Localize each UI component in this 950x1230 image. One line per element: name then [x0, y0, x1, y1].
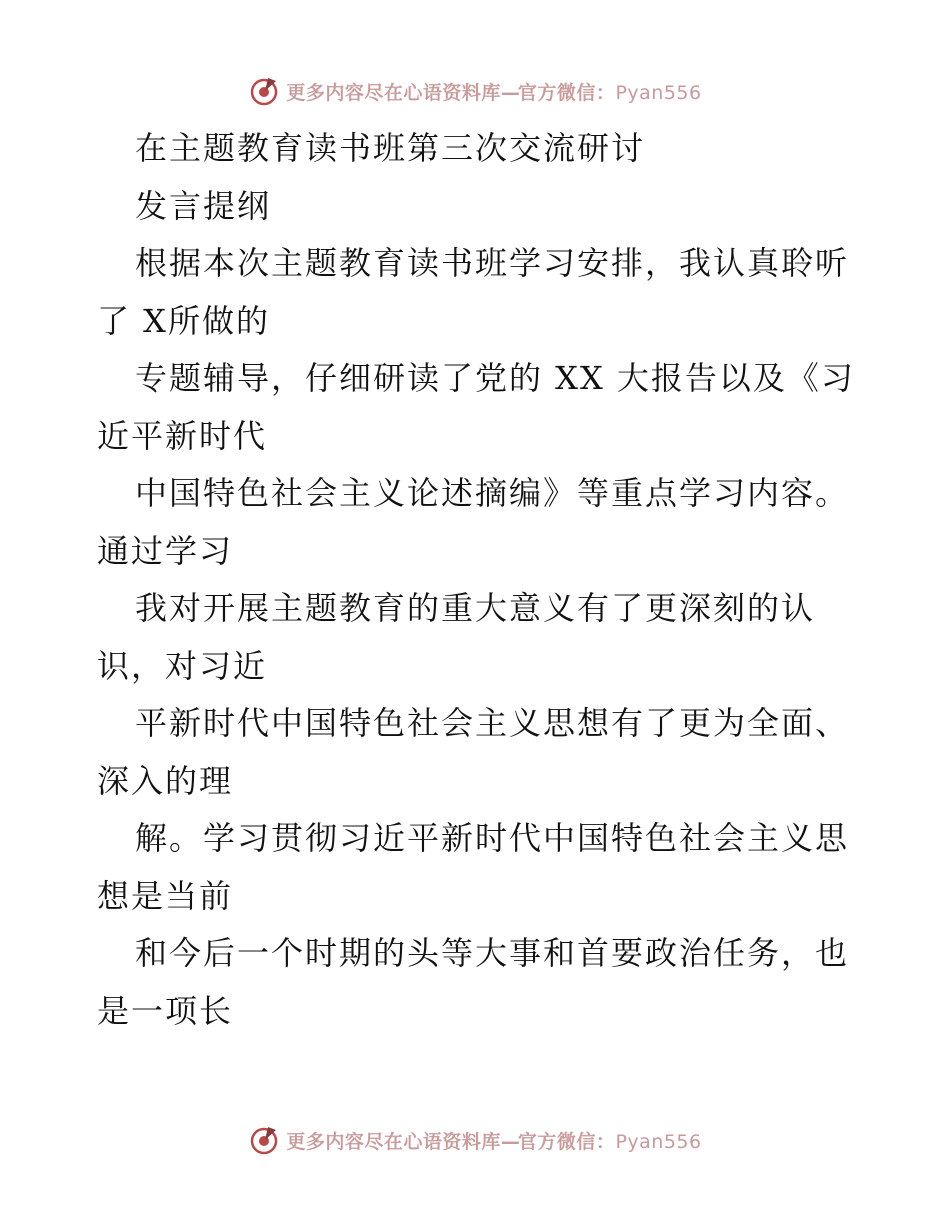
watermark-handle: Pyan556 — [615, 81, 702, 104]
doc-line: 识，对习近 — [97, 646, 268, 685]
header-watermark — [0, 71, 950, 111]
watermark-text — [286, 78, 701, 105]
doc-line: 了 X所做的 — [97, 301, 270, 340]
watermark-sub: 官方微信： — [517, 81, 616, 104]
doc-line: 平新时代中国特色社会主义思想有了更为全面、 — [135, 704, 850, 742]
doc-line: 专题辅导，仔细研读了党的 XX 大报告以及《习 — [135, 359, 855, 397]
document-body — [97, 120, 857, 1040]
doc-line: 是一项长 — [97, 991, 234, 1030]
footer-watermark — [0, 1120, 950, 1160]
watermark-sub: 官方微信： — [517, 1130, 616, 1153]
watermark-main: 更多内容尽在心语资料库 — [286, 1130, 501, 1153]
watermark-handle: Pyan556 — [615, 1130, 702, 1153]
doc-line: 深入的理 — [97, 761, 234, 800]
watermark-dash: — — [500, 81, 518, 104]
watermark-dash: — — [500, 1130, 518, 1153]
doc-line: 发言提纲 — [135, 186, 272, 225]
doc-line: 通过学习 — [97, 531, 234, 570]
watermark-main: 更多内容尽在心语资料库 — [286, 81, 501, 104]
doc-line: 根据本次主题教育读书班学习安排，我认真聆听 — [135, 244, 850, 282]
doc-line: 解。学习贯彻习近平新时代中国特色社会主义思 — [135, 819, 850, 857]
quill-seal-icon — [248, 1124, 280, 1156]
watermark-text — [286, 1127, 701, 1154]
doc-line: 中国特色社会主义论述摘编》等重点学习内容。 — [135, 474, 850, 512]
doc-line: 我对开展主题教育的重大意义有了更深刻的认 — [135, 589, 816, 627]
doc-line: 想是当前 — [97, 876, 234, 915]
quill-seal-icon — [248, 75, 280, 107]
doc-line: 在主题教育读书班第三次交流研讨 — [135, 129, 646, 167]
doc-line: 和今后一个时期的头等大事和首要政治任务，也 — [135, 934, 850, 972]
doc-line: 近平新时代 — [97, 416, 268, 455]
